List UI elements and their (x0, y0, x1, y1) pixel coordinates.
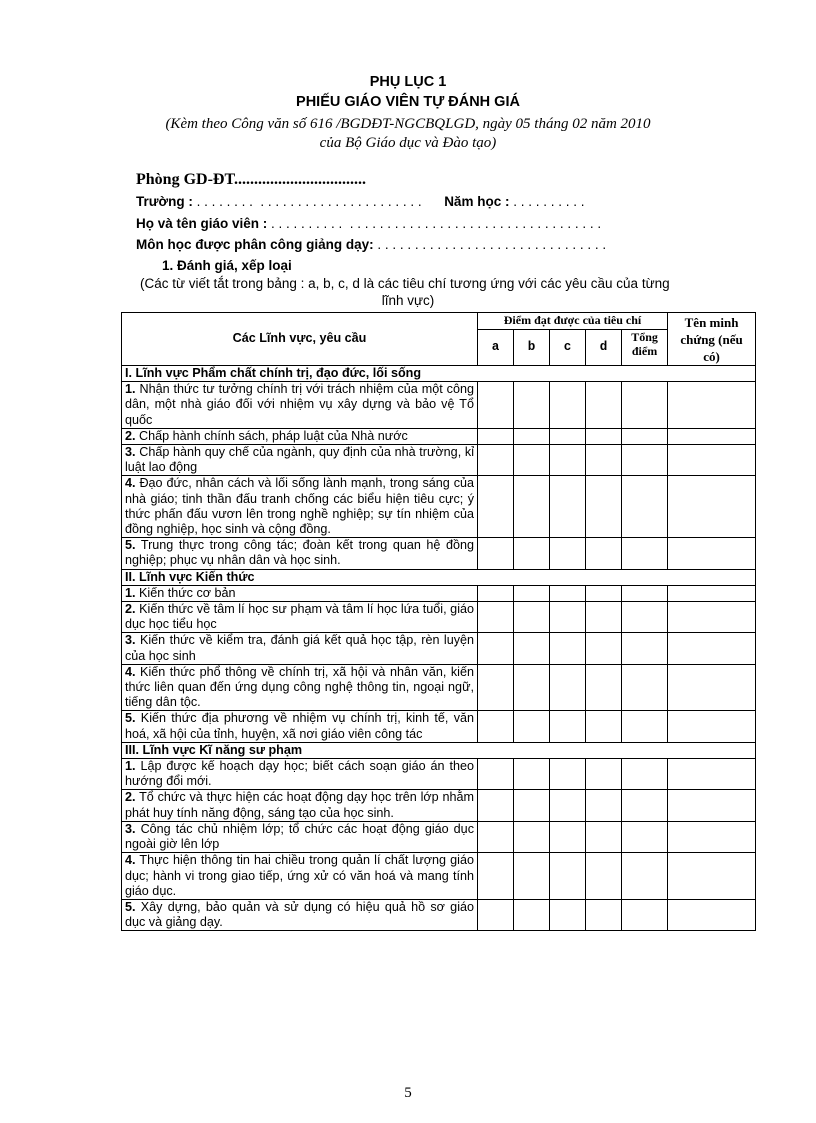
evidence-cell[interactable] (668, 445, 756, 476)
teacher-name-label: Họ và tên giáo viên : (136, 216, 268, 231)
school-input[interactable]: . . . . . . . . . . . . . . . . . . . . . . . . . . . . . . (192, 194, 422, 209)
score-c-cell[interactable] (550, 602, 586, 633)
requirement-text: Lập được kế hoạch dạy học; biết cách soạn giáo án theo hướng đổi mới. (125, 759, 474, 789)
requirement-text: Kiến thức địa phương về nhiệm vụ chính trị, kinh tế, văn hoá, xã hội của tỉnh, huyện, xã nơi giáo viên công tác (125, 711, 474, 741)
section-row (122, 569, 756, 585)
header-criterion-b: b (514, 330, 550, 366)
evidence-cell[interactable] (668, 759, 756, 790)
requirement-text: Kiến thức phổ thông về chính trị, xã hội và nhân văn, kiến thức liên quan đến ứng dụng công nghệ thông tin, ngoại ngữ, tiếng dân tộc. (125, 664, 474, 710)
evidence-cell[interactable] (668, 821, 756, 852)
abbreviation-note: (Các từ viết tắt trong bảng : a, b, c, d là các tiêu chí tương ứng với các yêu cầu của từng (140, 276, 670, 291)
requirement-number: 2. (125, 602, 136, 617)
evidence-cell[interactable] (668, 899, 756, 930)
requirement-number: 1. (125, 759, 136, 774)
evidence-cell[interactable] (668, 585, 756, 601)
page-number: 5 (404, 1085, 412, 1101)
table-row (122, 853, 756, 900)
appendix-title: PHỤ LỤC 1 (369, 74, 447, 90)
score-d-cell[interactable] (586, 476, 622, 538)
total-score-cell[interactable] (622, 853, 668, 900)
score-a-cell[interactable] (478, 382, 514, 429)
requirement-cell (122, 476, 478, 538)
teacher-name-line (136, 216, 601, 231)
score-c-cell[interactable] (550, 759, 586, 790)
table-row (122, 899, 756, 930)
score-c-cell[interactable] (550, 853, 586, 900)
requirement-cell (122, 664, 478, 711)
total-score-cell[interactable] (622, 790, 668, 821)
department-field: Phòng GD-ĐT................................. (136, 171, 366, 188)
requirement-text: Tổ chức và thực hiện các hoạt động dạy học trên lớp nhằm phát huy tính năng động, sáng tạo của học sinh. (125, 790, 474, 820)
header-criterion-d: d (586, 330, 622, 366)
score-d-cell[interactable] (586, 602, 622, 633)
table-row (122, 711, 756, 742)
subject-label: Môn học được phân công giảng dạy: (136, 237, 374, 252)
score-a-cell[interactable] (478, 633, 514, 664)
score-b-cell[interactable] (514, 602, 550, 633)
score-b-cell[interactable] (514, 428, 550, 444)
score-d-cell[interactable] (586, 790, 622, 821)
school-year-input[interactable]: . . . . . . . . . . (509, 194, 585, 209)
score-c-cell[interactable] (550, 445, 586, 476)
score-d-cell[interactable] (586, 538, 622, 569)
score-c-cell[interactable] (550, 428, 586, 444)
evidence-cell[interactable] (668, 853, 756, 900)
score-a-cell[interactable] (478, 711, 514, 742)
score-b-cell[interactable] (514, 821, 550, 852)
score-a-cell[interactable] (478, 538, 514, 569)
total-score-cell[interactable] (622, 382, 668, 429)
score-a-cell[interactable] (478, 602, 514, 633)
evidence-cell[interactable] (668, 382, 756, 429)
requirement-text: Trung thực trong công tác; đoàn kết trong quan hệ đồng nghiệp; phục vụ nhân dân và học sinh. (125, 538, 474, 568)
total-score-cell[interactable] (622, 633, 668, 664)
abbreviation-note-cont: lĩnh vực) (381, 293, 435, 308)
score-b-cell[interactable] (514, 538, 550, 569)
table-row (122, 538, 756, 569)
section-title: I. Lĩnh vực Phẩm chất chính trị, đạo đức, lối sống (122, 366, 756, 382)
total-score-cell[interactable] (622, 711, 668, 742)
school-line (136, 194, 584, 209)
score-a-cell[interactable] (478, 445, 514, 476)
evidence-cell[interactable] (668, 790, 756, 821)
score-d-cell[interactable] (586, 445, 622, 476)
total-score-cell[interactable] (622, 899, 668, 930)
score-b-cell[interactable] (514, 664, 550, 711)
requirement-text: Kiến thức cơ bản (135, 585, 236, 600)
table-row (122, 633, 756, 664)
total-score-cell[interactable] (622, 585, 668, 601)
total-score-cell[interactable] (622, 428, 668, 444)
score-c-cell[interactable] (550, 821, 586, 852)
requirement-cell (122, 445, 478, 476)
score-a-cell[interactable] (478, 476, 514, 538)
score-a-cell[interactable] (478, 899, 514, 930)
requirement-cell (122, 759, 478, 790)
score-d-cell[interactable] (586, 585, 622, 601)
section-row (122, 742, 756, 758)
score-c-cell[interactable] (550, 585, 586, 601)
score-d-cell[interactable] (586, 711, 622, 742)
form-title: PHIẾU GIÁO VIÊN TỰ ĐÁNH GIÁ (296, 94, 520, 110)
requirement-number: 5. (125, 538, 136, 553)
score-b-cell[interactable] (514, 899, 550, 930)
evidence-cell[interactable] (668, 538, 756, 569)
evidence-cell[interactable] (668, 664, 756, 711)
score-c-cell[interactable] (550, 633, 586, 664)
table-row (122, 382, 756, 429)
school-year-label: Năm học : (444, 194, 510, 209)
table-row (122, 585, 756, 601)
evidence-cell[interactable] (668, 602, 756, 633)
score-d-cell[interactable] (586, 899, 622, 930)
requirement-cell (122, 538, 478, 569)
score-a-cell[interactable] (478, 821, 514, 852)
table-row (122, 428, 756, 444)
requirement-number: 4. (125, 853, 136, 868)
requirement-cell (122, 633, 478, 664)
requirement-cell (122, 899, 478, 930)
requirement-cell (122, 585, 478, 601)
table-row (122, 821, 756, 852)
score-b-cell[interactable] (514, 476, 550, 538)
school-label: Trường : (136, 194, 193, 209)
score-a-cell[interactable] (478, 664, 514, 711)
requirement-text: Xây dựng, bảo quản và sử dụng có hiệu quả hồ sơ giáo dục và giảng dạy. (125, 899, 474, 930)
score-b-cell[interactable] (514, 382, 550, 429)
section-row (122, 366, 756, 382)
section-title: III. Lĩnh vực Kĩ năng sư phạm (122, 742, 756, 758)
requirement-number: 4. (125, 664, 136, 679)
reference-line-2: của Bộ Giáo dục và Đào tạo) (319, 135, 497, 151)
evidence-cell[interactable] (668, 711, 756, 742)
requirement-text: Kiến thức về kiểm tra, đánh giá kết quả học tập, rèn luyện của học sinh (125, 633, 474, 663)
table-row (122, 602, 756, 633)
table-row (122, 445, 756, 476)
header-evidence: Tên minh chứng (nếu có) (668, 313, 756, 366)
score-b-cell[interactable] (514, 445, 550, 476)
table-row (122, 790, 756, 821)
total-score-cell[interactable] (622, 445, 668, 476)
header-criteria-score: Điểm đạt được của tiêu chí (478, 313, 668, 330)
score-d-cell[interactable] (586, 853, 622, 900)
total-score-cell[interactable] (622, 821, 668, 852)
score-d-cell[interactable] (586, 428, 622, 444)
score-c-cell[interactable] (550, 899, 586, 930)
evaluation-table (121, 312, 756, 931)
evidence-cell[interactable] (668, 476, 756, 538)
requirement-number: 3. (125, 821, 136, 836)
score-c-cell[interactable] (550, 538, 586, 569)
requirement-text: Thực hiện thông tin hai chiều trong quản lí chất lượng giáo dục; hành vi trong giao tiếp, ứng xử có văn hoá và mang tính giáo dục. (125, 853, 474, 898)
score-d-cell[interactable] (586, 633, 622, 664)
subject-line (136, 237, 606, 252)
score-c-cell[interactable] (550, 382, 586, 429)
score-b-cell[interactable] (514, 585, 550, 601)
header-domain-requirement: Các Lĩnh vực, yêu cầu (122, 313, 478, 366)
requirement-text: Nhận thức tư tưởng chính trị với trách nhiệm của một công dân, một nhà giáo đối với nhiệm vụ xây dựng và bảo vệ Tổ quốc (125, 382, 474, 427)
evidence-cell[interactable] (668, 428, 756, 444)
score-a-cell[interactable] (478, 790, 514, 821)
table-row (122, 664, 756, 711)
header-criterion-a: a (478, 330, 514, 366)
score-d-cell[interactable] (586, 821, 622, 852)
score-a-cell[interactable] (478, 585, 514, 601)
requirement-number: 3. (125, 633, 136, 648)
requirement-number: 2. (125, 428, 136, 443)
score-d-cell[interactable] (586, 382, 622, 429)
total-score-cell[interactable] (622, 602, 668, 633)
evidence-cell[interactable] (668, 633, 756, 664)
requirement-number: 4. (125, 476, 136, 491)
table-row (122, 759, 756, 790)
score-b-cell[interactable] (514, 853, 550, 900)
requirement-number: 1. (125, 585, 136, 600)
section-heading: 1. Đánh giá, xếp loại (162, 258, 292, 273)
reference-line-1: (Kèm theo Công văn số 616 /BGDĐT-NGCBQLGD, ngày 05 tháng 02 năm 2010 (165, 116, 651, 132)
requirement-text: Công tác chủ nhiệm lớp; tổ chức các hoạt động giáo dục ngoài giờ lên lớp (125, 821, 474, 852)
total-score-cell[interactable] (622, 759, 668, 790)
score-a-cell[interactable] (478, 853, 514, 900)
total-score-cell[interactable] (622, 664, 668, 711)
score-d-cell[interactable] (586, 664, 622, 711)
score-a-cell[interactable] (478, 759, 514, 790)
score-b-cell[interactable] (514, 711, 550, 742)
score-c-cell[interactable] (550, 664, 586, 711)
section-title: II. Lĩnh vực Kiến thức (122, 569, 756, 585)
requirement-text: Kiến thức về tâm lí học sư phạm và tâm lí học lứa tuổi, giáo dục học tiểu học (125, 602, 474, 632)
total-score-cell[interactable] (622, 538, 668, 569)
requirement-text: Đạo đức, nhân cách và lối sống lành mạnh, trong sáng của nhà giáo; tinh thần đấu tranh chống các biểu hiện tiêu cực; ý thức phấn đấu vươn lên trong nghề nghiệp; sự tín nhiệm của đồng nghiệp, học sinh và cộng đồng. (125, 476, 474, 537)
total-score-cell[interactable] (622, 476, 668, 538)
teacher-name-input[interactable]: . . . . . . . . . . . . . . . . . . . . . . . . . . . . . . . . . . . . . . . . . . . . (267, 216, 602, 231)
requirement-number: 5. (125, 899, 136, 914)
requirement-cell (122, 821, 478, 852)
requirement-cell (122, 602, 478, 633)
score-c-cell[interactable] (550, 476, 586, 538)
requirement-number: 5. (125, 711, 136, 726)
score-d-cell[interactable] (586, 759, 622, 790)
score-c-cell[interactable] (550, 790, 586, 821)
requirement-number: 3. (125, 445, 136, 460)
score-b-cell[interactable] (514, 790, 550, 821)
score-b-cell[interactable] (514, 759, 550, 790)
table-row (122, 476, 756, 538)
header-total-score: Tổng điểm (622, 330, 668, 366)
requirement-number: 2. (125, 790, 136, 805)
requirement-cell (122, 711, 478, 742)
subject-input[interactable]: . . . . . . . . . . . . . . . . . . . . . . . . . . . . . . . (373, 237, 607, 252)
requirement-cell (122, 790, 478, 821)
requirement-text: Chấp hành chính sách, pháp luật của Nhà nước (135, 428, 408, 443)
requirement-cell (122, 428, 478, 444)
requirement-cell (122, 382, 478, 429)
requirement-text: Chấp hành quy chế của ngành, quy định của nhà trường, kỉ luật lao động (125, 445, 474, 475)
score-b-cell[interactable] (514, 633, 550, 664)
score-c-cell[interactable] (550, 711, 586, 742)
requirement-number: 1. (125, 382, 136, 397)
requirement-cell (122, 853, 478, 900)
score-a-cell[interactable] (478, 428, 514, 444)
header-criterion-c: c (550, 330, 586, 366)
